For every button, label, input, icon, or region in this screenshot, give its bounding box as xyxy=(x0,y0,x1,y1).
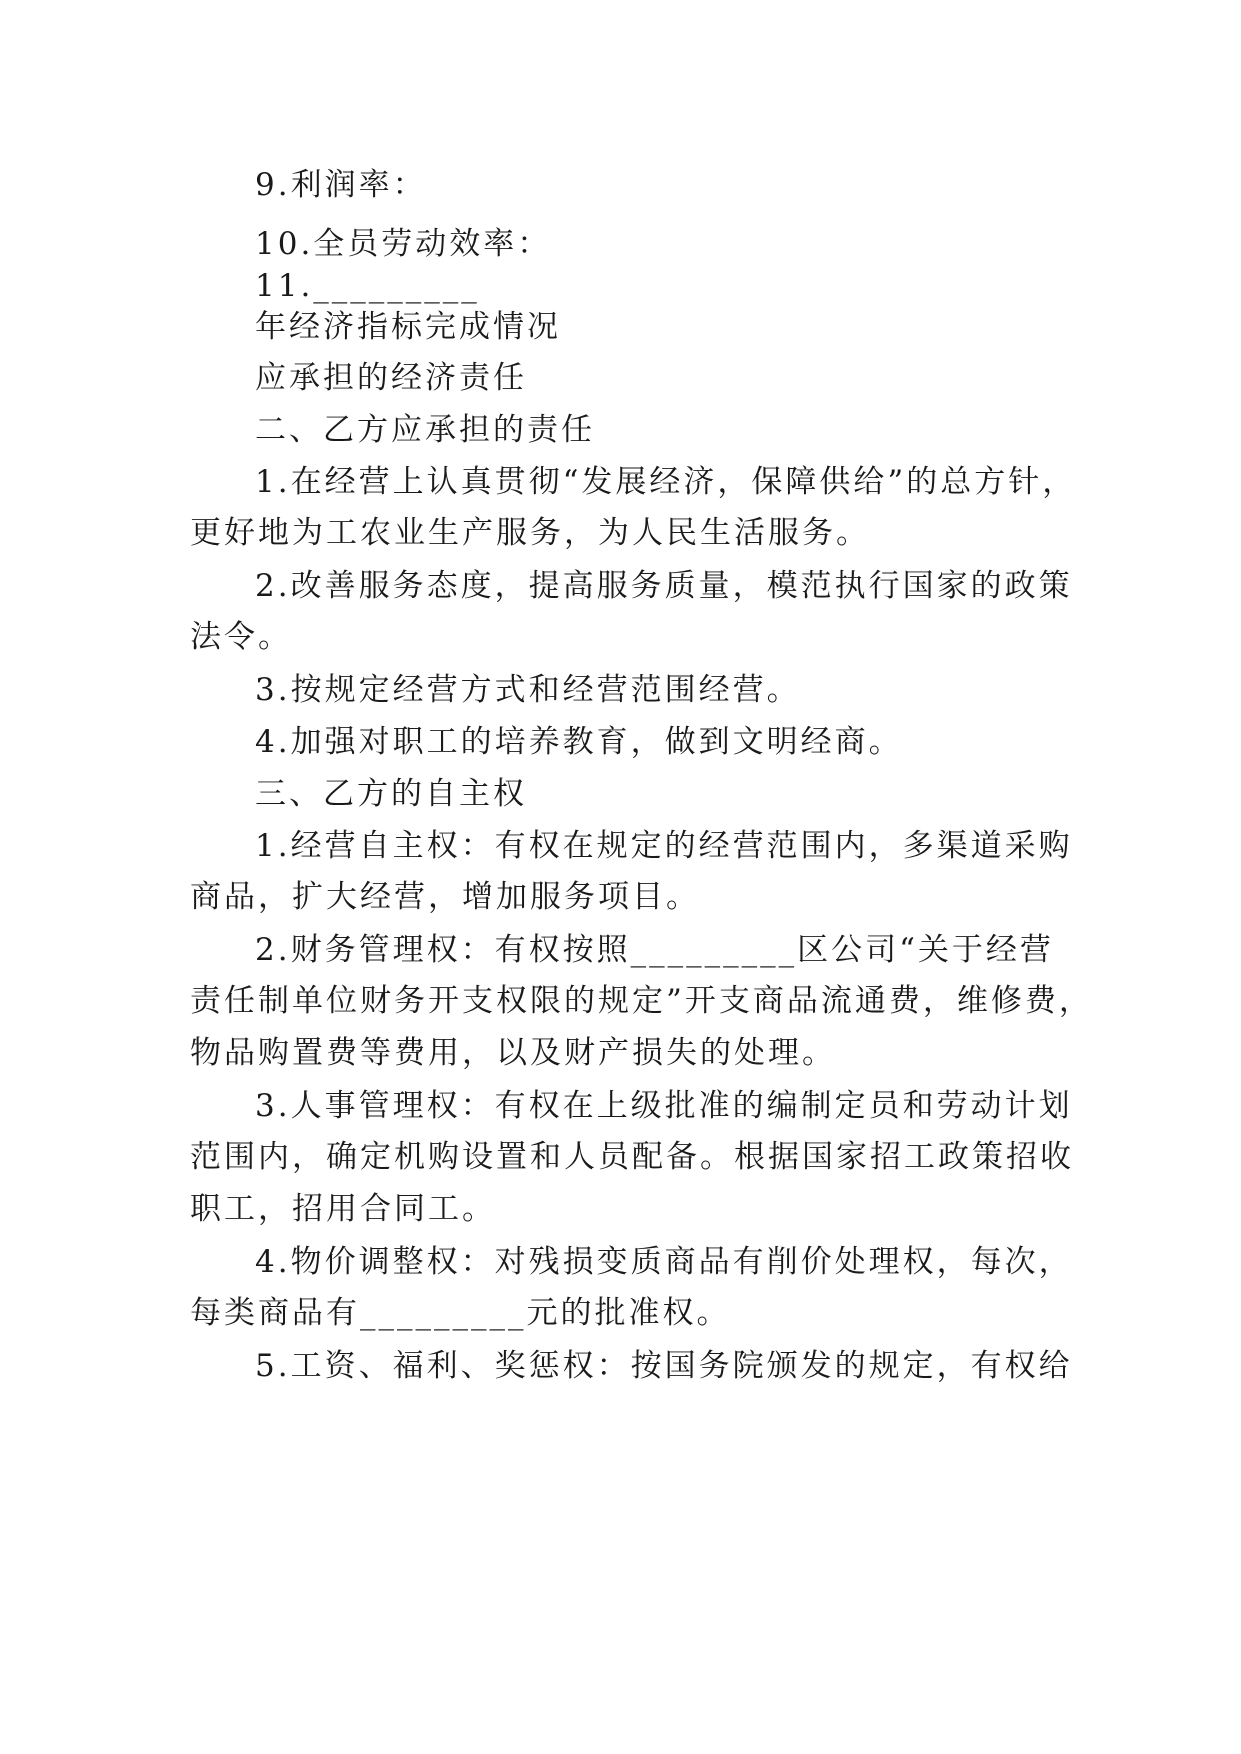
right-2-line-1: 2.财务管理权：有权按照_________区公司“关于经营 xyxy=(255,932,1054,968)
right-5-line-1: 5.工资、福利、奖惩权：按国务院颁发的规定，有权给 xyxy=(255,1348,1073,1384)
heading-economic-responsibility: 应承担的经济责任 xyxy=(255,360,527,396)
right-4-line-1: 4.物价调整权：对残损变质商品有削价处理权，每次， xyxy=(255,1244,1073,1280)
right-1-line-1: 1.经营自主权：有权在规定的经营范围内，多渠道采购 xyxy=(255,828,1073,864)
section-heading-autonomy: 三、乙方的自主权 xyxy=(255,776,527,812)
duty-1-line-2: 更好地为工农业生产服务，为人民生活服务。 xyxy=(190,515,870,551)
duty-4: 4.加强对职工的培养教育，做到文明经商。 xyxy=(255,724,903,760)
right-4-line-2: 每类商品有_________元的批准权。 xyxy=(190,1295,731,1331)
document-page xyxy=(190,0,1093,1754)
item-11-blank: 11._________ xyxy=(255,268,480,304)
item-profit-rate: 9.利润率： xyxy=(255,167,427,203)
duty-1-line-1: 1.在经营上认真贯彻“发展经济，保障供给”的总方针， xyxy=(255,464,1077,500)
right-2-line-3: 物品购置费等费用，以及财产损失的处理。 xyxy=(190,1035,836,1071)
right-2-line-2: 责任制单位财务开支权限的规定”开支商品流通费，维修费， xyxy=(190,983,1093,1019)
right-1-line-2: 商品，扩大经营，增加服务项目。 xyxy=(190,879,700,915)
right-3-line-3: 职工，招用合同工。 xyxy=(190,1191,496,1227)
duty-3: 3.按规定经营方式和经营范围经营。 xyxy=(255,672,801,708)
duty-2-line-2: 法令。 xyxy=(190,619,292,655)
item-labor-efficiency: 10.全员劳动效率： xyxy=(255,226,552,262)
duty-2-line-1: 2.改善服务态度，提高服务质量，模范执行国家的政策 xyxy=(255,568,1073,604)
right-3-line-1: 3.人事管理权：有权在上级批准的编制定员和劳动计划 xyxy=(255,1088,1073,1124)
right-3-line-2: 范围内，确定机购设置和人员配备。根据国家招工政策招收 xyxy=(190,1139,1074,1175)
section-heading-party-b-duties: 二、乙方应承担的责任 xyxy=(255,412,595,448)
heading-annual-indicators: 年经济指标完成情况 xyxy=(255,309,561,345)
